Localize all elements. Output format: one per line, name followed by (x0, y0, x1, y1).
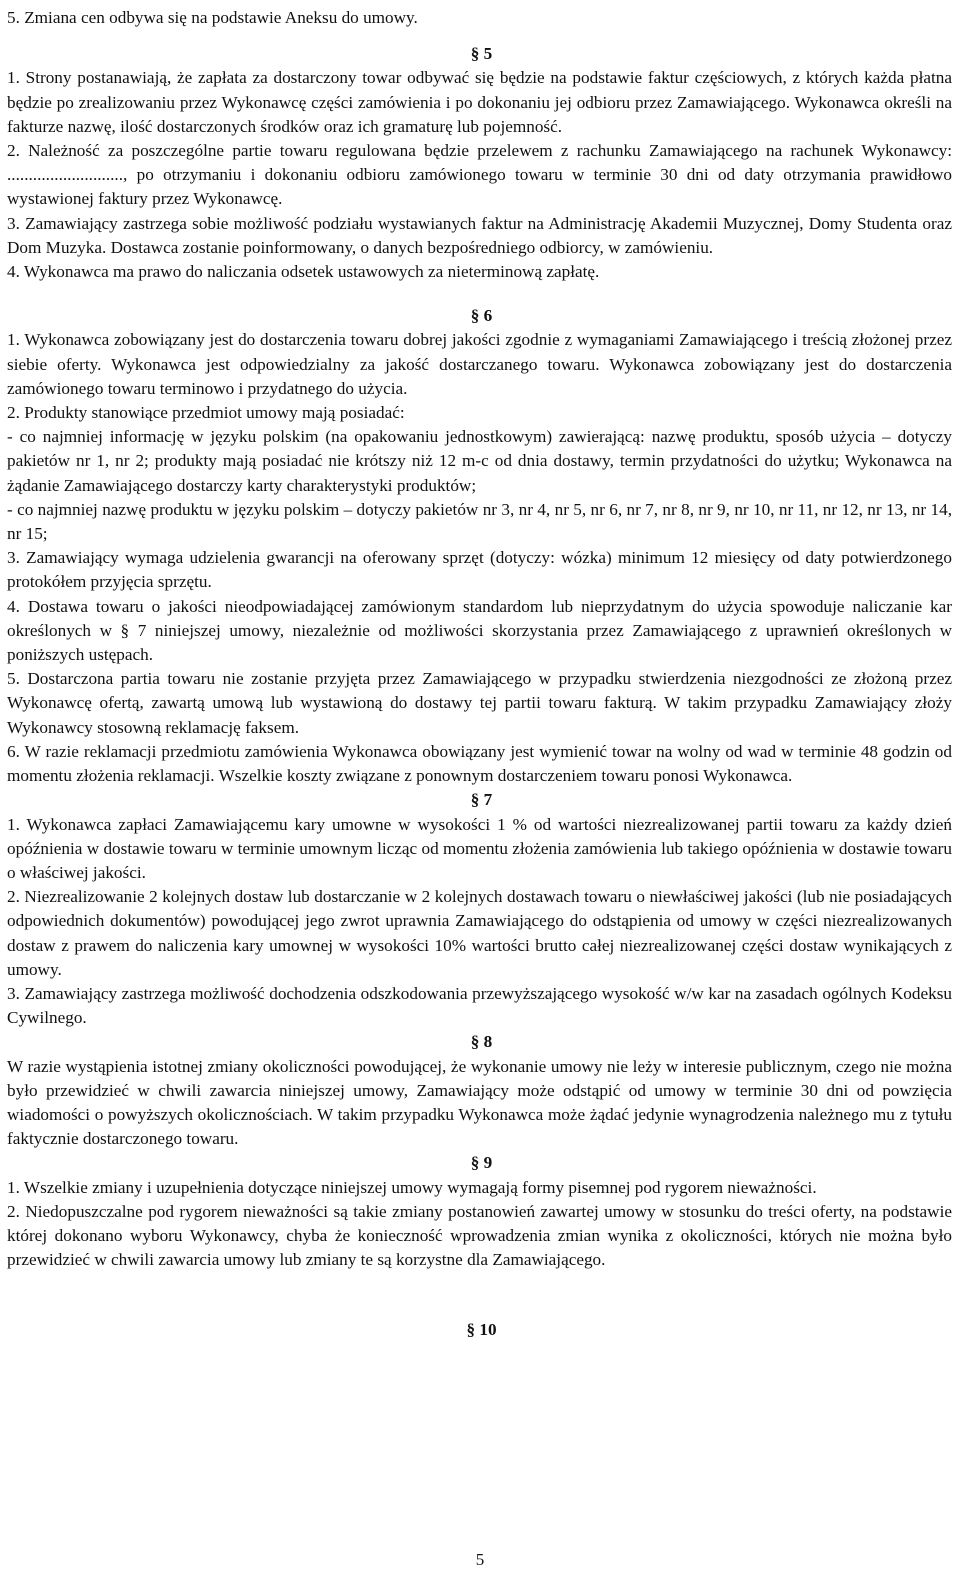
section-9-paragraph-1: 1. Wszelkie zmiany i uzupełnienia dotyczące niniejszej umowy wymagają formy pisemnej pod rygorem nieważności. (7, 1177, 817, 1197)
section-6-paragraph-6: 6. W razie reklamacji przedmiotu zamówienia Wykonawca obowiązany jest wymienić towar na wolny od wad w terminie 48 godzin od momentu złożenia reklamacji. Wszelkie koszty związane z ponownym dostarczeniem towaru ponosi Wykonawca. (7, 741, 952, 786)
section-7-paragraph-1: 1. Wykonawca zapłaci Zamawiającemu kary umowne w wysokości 1 % od wartości niezrealizowanej partii towaru za każdy dzień opóźnienia w dostawie towaru w terminie umownym licząc od momentu złożenia zamówienia lub takiego opóźnienia w dostawie towaru o właściwej jakości. (7, 814, 952, 882)
section-6-paragraph-2a: - co najmniej informację w języku polskim (na opakowaniu jednostkowym) zawierającą: nazwę produktu, sposób użycia – dotyczy pakietów nr 1, nr 2; produkty mają posiadać nie krótszy niż 12 m-c od dnia dostawy, termin przydatności do użytku; Wykonawca na żądanie Zamawiającego dostarczy karty charakterystyki produktów; (7, 427, 952, 495)
section-5-paragraph-2: 2. Należność za poszczególne partie towaru regulowana będzie przelewem z rachunku Zamawiającego na rachunek Wykonawcy: ..........................., po otrzymaniu i dokonaniu odbioru zamówionego towaru w terminie 30 dni od daty otrzymania prawidłowo wystawionej faktury przez Wykonawcę. (7, 141, 952, 209)
section-8-paragraph-1: W razie wystąpienia istotnej zmiany okoliczności powodującej, że wykonanie umowy nie leży w interesie publicznym, czego nie można było przewidzieć w chwili zawarcia niniejszej umowy, Zamawiający może odstąpić od umowy w terminie 30 dni od powzięcia wiadomości o powyższych okolicznościach. W takim przypadku Wykonawca może żądać jedynie wynagrodzenia należnego mu z tytułu faktycznie dostarczonego towaru. (7, 1056, 952, 1149)
section-6-paragraph-4: 4. Dostawa towaru o jakości nieodpowiadającej zamówionym standardom lub nieprzydatnym do użycia spowoduje naliczanie kar określonych w § 7 niniejszej umowy, niezależnie od możliwości skorzystania przez Zamawiającego z uprawnień określonych w poniższych ustępach. (7, 596, 952, 665)
section-6-paragraph-1: 1. Wykonawca zobowiązany jest do dostarczenia towaru dobrej jakości zgodnie z wymaganiami Zamawiającego i treścią złożonej przez siebie oferty. Wykonawca jest odpowiedzialny za jakość dostarczanego towaru. Wykonawca zobowiązany jest do dostarczenia zamówionego towaru terminowo i przydatnego do użycia. (7, 330, 952, 398)
section-6-paragraph-3: 3. Zamawiający wymaga udzielenia gwarancji na oferowany sprzęt (dotyczy: wózka) minimum 12 miesięcy od daty potwierdzonego protokółem przyjęcia sprzętu. (7, 548, 952, 592)
page-number: 5 (475, 1550, 485, 1569)
section-5-heading: § 5 (470, 44, 493, 64)
section-5-paragraph-4: 4. Wykonawca ma prawo do naliczania odsetek ustawowych za nieterminową zapłatę. (7, 262, 600, 282)
section-7-paragraph-2: 2. Niezrealizowanie 2 kolejnych dostaw lub dostarczanie w 2 kolejnych dostawach towaru o niewłaściwej jakości (lub nie posiadających odpowiednich dokumentów) powodującej jego zwrot uprawnia Zamawiającego do odstąpienia od umowy w części niezrealizowanych dostaw z prawem do naliczenia kary umownej w wysokości 10% wartości brutto całej niezrealizowanej części dostaw wynikających z umowy. (7, 887, 952, 979)
section-9-heading: § 9 (470, 1153, 493, 1173)
section-10-heading: § 10 (466, 1320, 497, 1340)
section-6-heading: § 6 (470, 306, 493, 326)
section-7-paragraph-3: 3. Zamawiający zastrzega możliwość dochodzenia odszkodowania przewyższającego wysokość w/w kar na zasadach ogólnych Kodeksu Cywilnego. (7, 983, 952, 1028)
section-8-heading: § 8 (470, 1032, 493, 1052)
section-5-paragraph-1: 1. Strony postanawiają, że zapłata za dostarczony towar odbywać się będzie na podstawie faktur częściowych, z których każda płatna będzie po zrealizowaniu przez Wykonawcę części zamówienia i po dokonaniu jej odbioru przez Zamawiającego. Wykonawca określi na fakturze nazwę, ilość dostarczonych środków oraz ich gramaturę lub pojemność. (7, 68, 952, 136)
section-6-paragraph-2: 2. Produkty stanowiące przedmiot umowy mają posiadać: (7, 403, 405, 423)
section-7-heading: § 7 (470, 790, 493, 810)
section-6-paragraph-2b: - co najmniej nazwę produktu w języku polskim – dotyczy pakietów nr 3, nr 4, nr 5, nr 6, nr 7, nr 8, nr 9, nr 10, nr 11, nr 12, nr 13, nr 14, nr 15; (7, 499, 952, 544)
intro-paragraph: 5. Zmiana cen odbywa się na podstawie Aneksu do umowy. (7, 8, 418, 27)
section-6-paragraph-5: 5. Dostarczona partia towaru nie zostanie przyjęta przez Zamawiającego w przypadku stwierdzenia niezgodności ze złożoną przez Wykonawcę ofertą, zawartą umową lub wystawioną do dostawy tej partii towaru fakturą. W takim przypadku Zamawiający złoży Wykonawcy stosowną reklamację faksem. (7, 669, 952, 737)
section-9-paragraph-2: 2. Niedopuszczalne pod rygorem nieważności są takie zmiany postanowień zawartej umowy w stosunku do treści oferty, na podstawie której dokonano wyboru Wykonawcy, chyba że konieczność wprowadzenia zmian wynika z okoliczności, których nie można było przewidzieć w chwili zawarcia umowy lub zmiany te są korzystne dla Zamawiającego. (7, 1201, 952, 1270)
section-5-paragraph-3: 3. Zamawiający zastrzega sobie możliwość podziału wystawianych faktur na Administrację Akademii Muzycznej, Domy Studenta oraz Dom Muzyka. Dostawca zostanie poinformowany, o danych bezpośredniego odbiorcy, w zamówieniu. (7, 213, 952, 257)
